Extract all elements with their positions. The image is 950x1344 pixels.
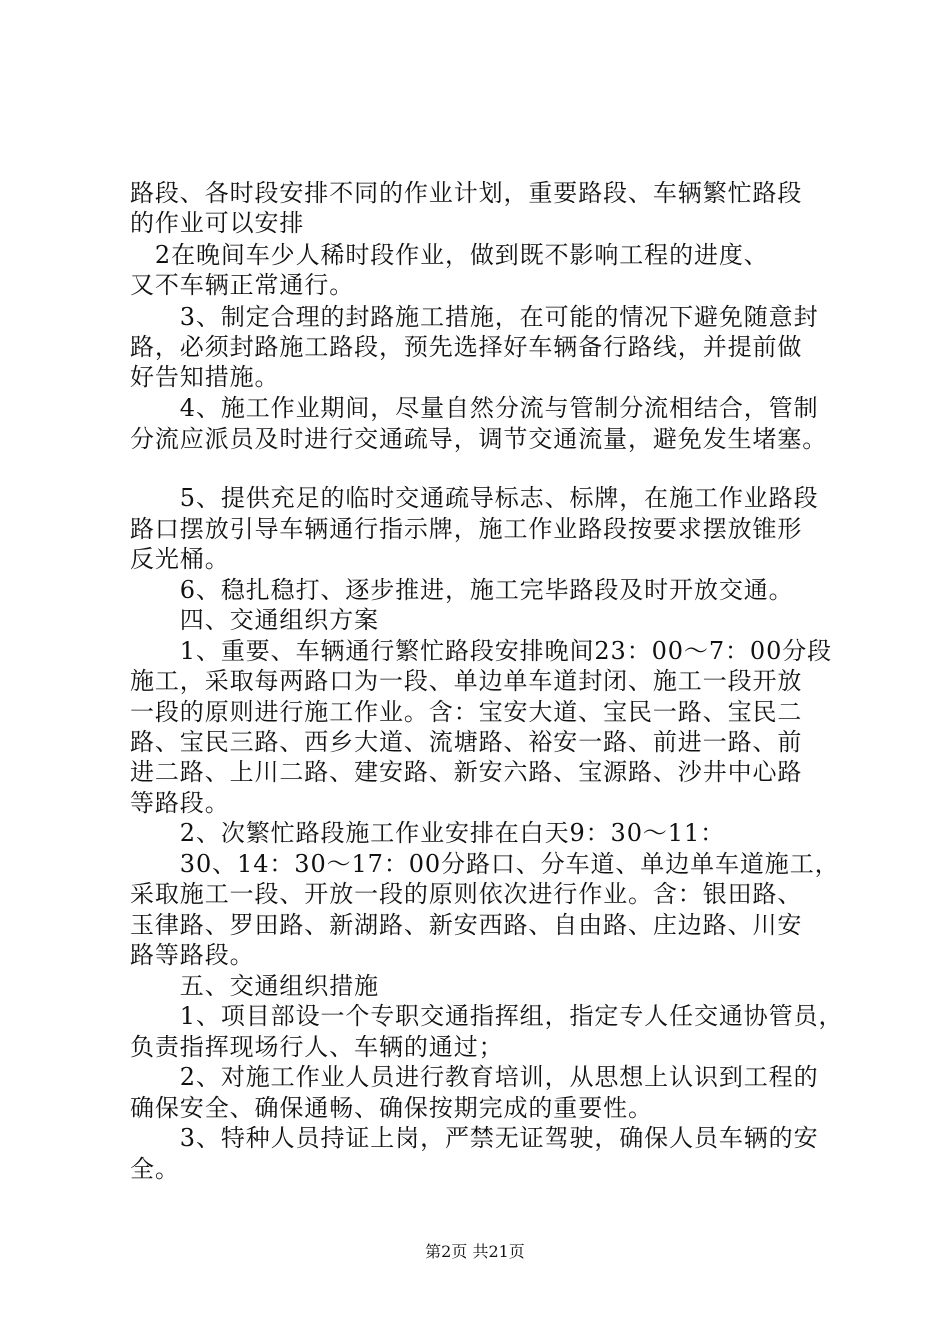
body-text-line: 的作业可以安排 bbox=[130, 209, 305, 237]
body-text-line: 采取施工一段、开放一段的原则依次进行作业。含：银田路、 bbox=[130, 880, 803, 908]
section-heading: 四、交通组织方案 bbox=[130, 606, 379, 634]
body-text-line: 施工，采取每两路口为一段、单边单车道封闭、施工一段开放 bbox=[130, 667, 803, 695]
body-text-line: 一段的原则进行施工作业。含：宝安大道、宝民一路、宝民二 bbox=[130, 698, 803, 726]
body-text-line: 1、项目部设一个专职交通指挥组，指定专人任交通协管员， bbox=[130, 1002, 844, 1030]
body-text-line: 全。 bbox=[130, 1155, 180, 1183]
body-text-line: 2在晚间车少人稀时段作业，做到既不影响工程的进度、 bbox=[130, 241, 769, 269]
body-text-line: 路段、各时段安排不同的作业计划，重要路段、车辆繁忙路段 bbox=[130, 179, 803, 207]
body-text-line: 4、施工作业期间，尽量自然分流与管制分流相结合，管制 bbox=[130, 394, 819, 422]
body-text-line: 负责指挥现场行人、车辆的通过； bbox=[130, 1033, 504, 1061]
body-text-line: 路口摆放引导车辆通行指示牌，施工作业路段按要求摆放锥形 bbox=[130, 515, 803, 543]
body-text-line: 3、制定合理的封路施工措施，在可能的情况下避免随意封 bbox=[130, 303, 819, 331]
body-text-line: 1、重要、车辆通行繁忙路段安排晚间23：00～7：00分段 bbox=[130, 637, 833, 665]
body-text-line: 2、次繁忙路段施工作业安排在白天9：30～11： bbox=[130, 819, 726, 847]
body-text-line: 2、对施工作业人员进行教育培训，从思想上认识到工程的 bbox=[130, 1063, 819, 1091]
body-text-line: 路等路段。 bbox=[130, 941, 255, 969]
body-text-line: 玉律路、罗田路、新湖路、新安西路、自由路、庄边路、川安 bbox=[130, 911, 803, 939]
body-text-line: 路，必须封路施工路段，预先选择好车辆备行路线，并提前做 bbox=[130, 333, 803, 361]
body-text-line: 进二路、上川二路、建安路、新安六路、宝源路、沙井中心路 bbox=[130, 758, 803, 786]
body-text-line: 好告知措施。 bbox=[130, 363, 280, 391]
body-text-line: 确保安全、确保通畅、确保按期完成的重要性。 bbox=[130, 1094, 653, 1122]
body-text-line: 6、稳扎稳打、逐步推进，施工完毕路段及时开放交通。 bbox=[130, 576, 794, 604]
page-number-footer: 第2页 共21页 bbox=[425, 1242, 525, 1261]
body-text-line: 反光桶。 bbox=[130, 545, 230, 573]
body-text-line: 5、提供充足的临时交通疏导标志、标牌，在施工作业路段 bbox=[130, 484, 819, 512]
body-text-line: 路、宝民三路、西乡大道、流塘路、裕安一路、前进一路、前 bbox=[130, 728, 803, 756]
section-heading: 五、交通组织措施 bbox=[130, 972, 379, 1000]
body-text-line: 分流应派员及时进行交通疏导，调节交通流量，避免发生堵塞。 bbox=[130, 425, 828, 453]
body-text-line: 等路段。 bbox=[130, 789, 230, 817]
body-text-line: 3、特种人员持证上岗，严禁无证驾驶，确保人员车辆的安 bbox=[130, 1124, 819, 1152]
body-text-line: 30、14：30～17：00分路口、分车道、单边单车道施工， bbox=[130, 850, 840, 878]
body-text-line: 又不车辆正常通行。 bbox=[130, 271, 355, 299]
